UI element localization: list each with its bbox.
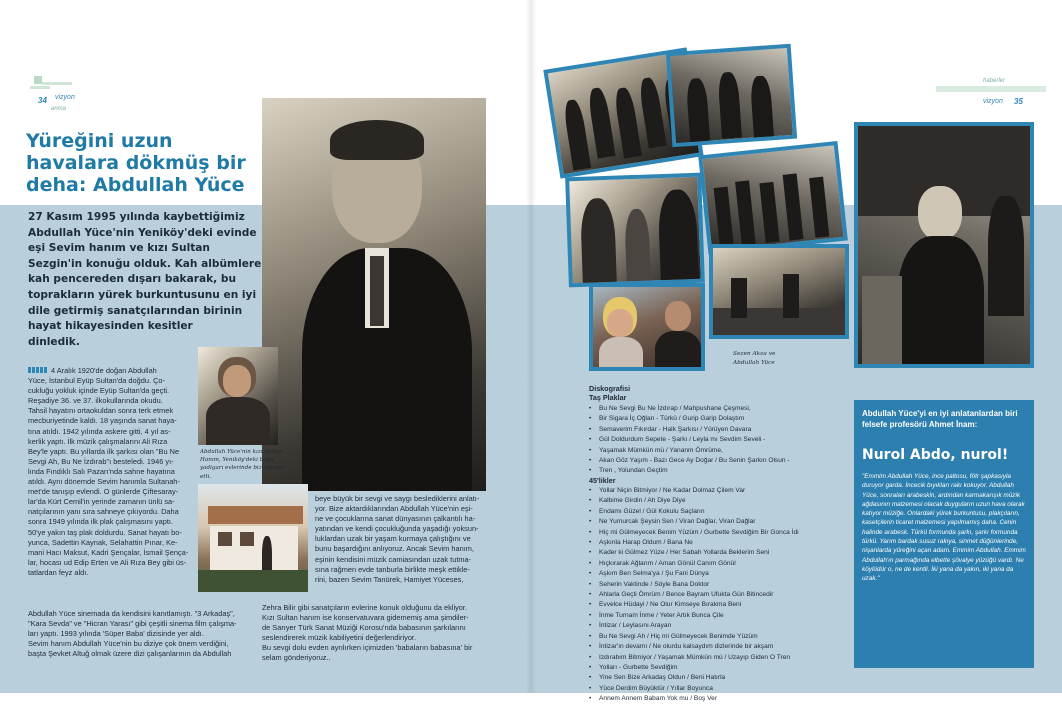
tas-plaklar-list [589,404,859,477]
left-page [0,0,531,693]
list-item: • Bu Ne Sevgi Ah / Hiç mi Gülmeyecek Benimde Yüzüm [589,632,859,642]
quote-text: "Emmim Abdullah Yüce, ince paltosu, fötr şapkasıyla duruyor garda. İncecik bıyıkları rakı kokuyor. Abdullah Yüce, sonraları arabeskin, ardından karmakarışık müzik ağdasının malzemesi olacak duyguların uzun hava olarak katıyor müziğe. Onlardaki yürek burkuntusu, plakçıların, kasetçilerin ticaret malzemesi yapılmamış daha. Cenin halinde arabesk. Türkü formunda şarkı, şarkı formunda türkü. Yarım bardak susuz rakıya, sinmet düğünlerinde, nişanlarda yüreğini açan adam. Emmim Abdullah. Emmim Abdullah'ın parmağında elbette şövalye yüzüğü vardı. Ne köylüdür o, ne de kentli. İki yana da yakın, iki yana da uzak." [862,473,1026,583]
body-line: atıldı. Aynı dönemde Sevim hanımla Sultanah- [28,477,180,487]
list-item: • Hiç mi Gülmeyecek Benim Yüzüm / Gurbette Sevdiğim Bir Gonca İdi [589,528,859,538]
list-item: • Aşkınla Harap Oldum / Bana Ne [589,538,859,548]
performance-photo [854,122,1034,368]
family-photo [565,173,705,288]
intro-line: hayat hikayesinden kesitler [28,320,193,333]
section-label: vizyon [983,98,1003,105]
restaurant-photo [709,244,849,339]
list-item: • Yaşamak Mümkün mü / Yananm Ömrüme, [589,446,859,456]
body-column-1-wide [28,609,286,659]
page-number: 35 [1014,97,1023,106]
page-number: 34 [38,96,47,105]
body-line: cukluğu yokluk içinde Eyüp Sultan'da geçti. [28,386,170,396]
body-line: Reşadiye 36. ve 37. ilkokullarında okudu. [28,396,163,406]
list-item: • Semaverim Fıkırdar - Halk Şarkısı / Yürüyen Davara [589,425,859,435]
intro-text [28,210,283,350]
body-line: Abdullah Yüce sinemada da kendisini kanıtlamıştı. "3 Arkadaş", [28,609,235,618]
body-line: 4 Aralık 1920'de doğan Abdullah [28,366,198,376]
body-line: lar, hocası ud Edip Erten ve Ali Rıza Bey gibi üs- [28,557,187,567]
body-line: 50'ye yakın taş plak doldurdu. Sanat hayatı bo- [28,527,182,537]
body-line: yatından ve kendi çocukluğunda yaşadığı yoksun- [315,524,479,534]
intro-line: kah pencereden dışarı bakarak, bu [28,273,237,286]
list-item: • Yolları - Gurbette Sevdiğim [589,663,859,673]
body-line: Bey'le yaptı. Bu yıllarda ilk şarkısı olan "Bu Ne [28,446,180,456]
photo-caption: Abdullah Yüce'nin kızı Sultan Hanım, Yeniköy'deki baba yadigarı evlerinde bizi misafir etti. [200,449,285,480]
daughter-photo [198,347,278,445]
lps-title: 45'likler [589,476,616,485]
body-line: de Sarıyer Türk Sanat Müziği Korosu'nda babasının şarkılarını [262,623,466,633]
intro-line: toprakların yürek burkuntusunu en iyi [28,288,257,301]
gutter [526,0,536,693]
intro-line: dinledik. [28,335,80,348]
header-deco [936,86,1046,92]
list-item: • Akan Göz Yaşım - Bazı Gece Ay Doğar / Bu Senin Şarkın Olsun - [589,456,859,466]
body-line: yunca, Sadettin Kaynak, Selahattin Pınar, Ke- [28,537,178,547]
discography-title: Diskografisi [589,384,631,393]
subsection-label: anma [51,106,67,112]
list-item: • Gül Doldurdum Sepete - Şarkı / Leyla mı Sevdim Seveli - [589,435,859,445]
body-line: sına rağmen evde tanburla birlikte meşk ettikle- [315,564,470,574]
body-line: Zehra Bilir gibi sanatçıların evlerine konuk olduğunu da ekliyor. [262,603,467,612]
body-line: Sevgi Ah, Bu Ne İzdırab"ı besteledi. 1946 yı- [28,456,174,466]
list-item: • Bu Ne Sevgi Bu Ne İzdırap / Mahpushane Çeşmesi, [589,404,859,414]
sezen-caption: Sezen Aksu ve Abdullah Yüce [733,351,776,366]
title-line: deha: Abdullah Yüce [26,174,245,196]
body-line: kerlik yaptı. İlk müzik çalışmalarını Ali Rıza [28,436,168,446]
body-line: mecburiyetinde kaldı. 18 yaşında sanat haya- [28,416,177,426]
body-line: Yüce, İstanbul Eyüp Sultan'da doğdu. Ço- [28,376,165,386]
body-line: bunu başardığını anlıyoruz. Ancak Sevim hanım, [315,544,474,554]
list-item: • Yüce Derdim Büyüktür / Yıllar Boyunca [589,684,859,694]
body-line: yor. Bize aktardıklarından Abdullah Yüce'nin eşi- [315,504,473,514]
band-photo-2 [666,44,797,147]
body-line: eşinin kendisini müzik camiasından uzak tutma- [315,554,472,564]
intro-line: eşi Sevim hanım ve kızı Sultan [28,242,210,255]
body-column-1 [28,366,198,578]
body-column-2 [315,494,490,585]
body-line: mani Hacı Maksut, Kadri Şençalar, İsmail Şença- [28,547,189,557]
list-item-continued: • Tren , Yolundan Geçtim [589,466,859,476]
list-item: • Yine Sen Bize Arkadaş Oldun / Beni Hatırla [589,673,859,683]
subsection-label: haberler [983,78,1006,84]
list-item: • Kader ki Gülmez Yüze / Her Sabah Yollarda Beklerim Seni [589,548,859,558]
list-item: • Ahlarla Geçti Ömrüm / Bence Bayram Ufukta Gün Bitincedir [589,590,859,600]
list-item: • Kalbime Girdin / Ah Diye Diye [589,496,859,506]
intro-line: Abdullah Yüce'nin Yeniköy'deki evinde [28,226,257,239]
body-line: luklardan uzak bir yaşam kurmaya çalıştığını ve [315,534,471,544]
body-line: Bu sevgi dolu evden ayrılırken içimizden 'babaların babasına' bir [262,643,473,653]
square-bullets [28,367,48,373]
body-line: lında Fındıklı Salı Pazarı'nda sahne hayatına [28,466,175,476]
section-label: vizyon [55,94,75,101]
body-line: selam gönderiyoruz.. [262,653,331,663]
list-item: • İntizar / Leylasını Arayan [589,621,859,631]
intro-line: Sezgin'in konuğu olduk. Kah albümlere [28,257,262,270]
body-line: "Kara Sevda" ve "Hicran Yarası" gibi çeşitli sinema film çalışma- [28,619,237,629]
body-line: sonra 1949 yılında ilk plak çalışmasını yaptı. [28,517,174,527]
list-item: • Evvelce Hüdayi / Ne Olur Kimseye Bırakma Beni [589,600,859,610]
list-item: • İntizar'ın devamı / Ne olurdu kalsaydım dizlerinde bir akşam [589,642,859,652]
body-line: seslendirerek müzik kabiliyetini değerlendiriyor. [262,633,417,643]
tas-plaklar-title: Taş Plaklar [589,393,627,402]
body-line: lar'da Kürt Cemil'in yerinde zamanın ünlü sa- [28,497,175,507]
title-line: Yüreğini uzun [26,130,173,152]
body-line: natçılarının yanı sıra sahneye çıkıyordu. Daha [28,507,179,517]
body-line: tatlardan feyz aldı. [28,567,89,577]
stage-photo [698,141,848,255]
quote-intro: Abdullah Yüce'yi en iyi anlatanlardan biri felsefe profesörü Ahmet İnam: [862,409,1018,429]
title-line: havalara dökmüş bir [26,152,246,174]
house-photo [198,484,308,592]
lps-list [589,486,859,705]
list-item: • Annem Annem Babam Yok mu / Boş Ver [589,694,859,704]
list-item: • Hıçkırarak Ağlarım / Aman Gönül Canım Gönül [589,559,859,569]
list-item: • Yollar Niçin Bitmiyor / Ne Kadar Dolmaz Çilem Var [589,486,859,496]
list-item: • Endamı Güzel / Gül Kokulu Saçların [589,507,859,517]
body-line: ne ve çocuklarına sanat dünyasının çalkantılı ha- [315,514,476,524]
right-page [531,0,1062,703]
list-item: • Aşkım Ben Selma'ya / Şu Fani Dünya [589,569,859,579]
list-item: • Izdırabım Bitmiyor / Yaşamak Mümkün mü / Uzayıp Giden O Tren [589,653,859,663]
intro-line: 27 Kasım 1995 yılında kaybettiğimiz [28,211,245,223]
body-column-2-wide [262,603,492,664]
body-line: tına atıldı. 1942 yılında askere gitti, 4 yıl as- [28,426,171,436]
list-item: • Ne Yumurcak Şeysin Sen / Viran Dağlar, Viran Dağlar [589,517,859,527]
body-line: rini, bazen Sevim Tanürek, Hamiyet Yüceses, [315,574,464,584]
article-title [26,130,266,196]
body-line: Tahsil hayatını ortaokuldan sonra terk etmek [28,406,174,416]
list-item: • Seherin Vaktinde / Söyle Bana Doktor [589,580,859,590]
body-line: Kızı Sultan hanım ise konservatuvara gidememiş ama şimdiler- [262,613,469,623]
body-line: met'de tanışıp evlendi. O günlerde Çiftesaray- [28,487,179,497]
quote-box [854,400,1034,668]
portrait-photo [262,98,486,491]
quote-title: Nurol Abdo, nurol! [862,447,1009,463]
intro-line: dile getirmiş sanatçılarından birinin [28,304,243,317]
body-line: ları yaptı. 1993 yılında 'Süper Baba' dizisinde yer aldı. [28,629,204,639]
body-line: beye büyük bir sevgi ve saygı beslediklerini anlatı- [315,494,480,503]
list-item: • Bir Sigara İç Oğlan - Türkü / Gurip Garip Dolaştım [589,414,859,424]
list-item: • İnme Turnam İnme / Yeter Artık Bunca Çile [589,611,859,621]
body-line: başta Şevket Altuğ olmak üzere dizi çalışanlarının da Abdullah [28,649,232,659]
sezen-photo [589,283,705,371]
body-line: Sevim hanım Abdullah Yüce'nin bu diziye çok önem verdiğini, [28,639,229,649]
